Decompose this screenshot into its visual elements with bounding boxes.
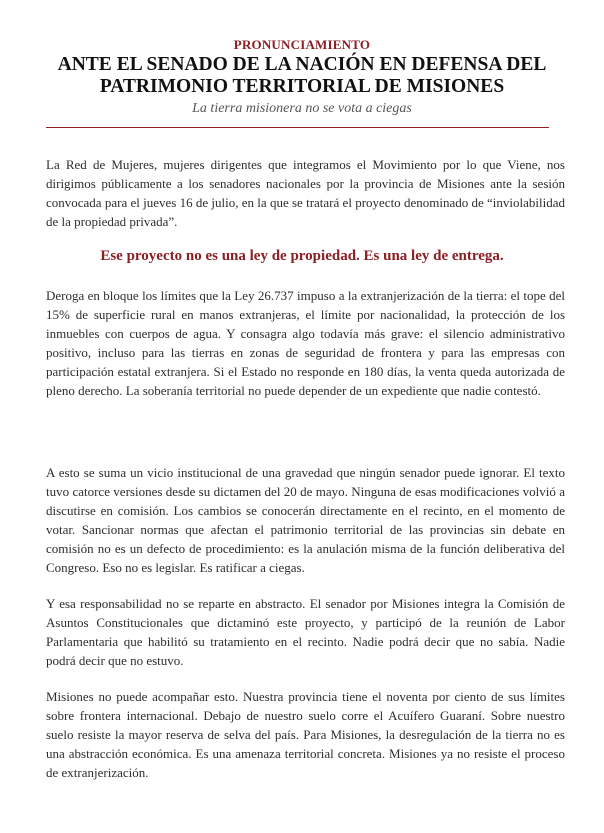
paragraph-1: La Red de Mujeres, mujeres dirigentes que integramos el Movimiento por lo que Viene, nos dirigimos públicamente a los senadores nacionales por la provincia de Misiones ante la sesión convocada para el jueves 16 de julio, en la que se tratará el proyecto denominado de “inviolabilidad de la propiedad privada”. — [46, 157, 565, 229]
divider — [46, 127, 549, 128]
title-line-2: PATRIMONIO TERRITORIAL DE MISIONES — [99, 76, 505, 97]
paragraph-4: Y esa responsabilidad no se reparte en abstracto. El senador por Misiones integra la Comisión de Asuntos Constitucionales que dictaminó este proyecto, y participó de la reunión de Labor Parlamentaria que habilitó su tratamiento en el recinto. Nadie podrá decir que no sabía. Nadie podrá decir que no estuvo. — [46, 596, 565, 668]
paragraph-3: A esto se suma un vicio institucional de una gravedad que ningún senador puede ignorar. El texto tuvo catorce versiones desde su dictamen del 20 de mayo. Ninguna de esas modificaciones volvió a discutirse en comisión. Los cambios se conocerán directamente en el recinto, en el momento de votar. Sancionar normas que afectan el patrimonio territorial de las provincias sin debate en comisión no es un defecto de procedimiento: es la anulación misma de la función deliberativa del Congreso. Eso no es legislar. Es ratificar a ciegas. — [46, 465, 565, 575]
highlight-statement: Ese proyecto no es una ley de propiedad. Es una ley de entrega. — [100, 248, 504, 264]
title-line-1: ANTE EL SENADO DE LA NACIÓN EN DEFENSA DEL — [57, 54, 547, 75]
kicker-label: PRONUNCIAMIENTO — [233, 37, 371, 52]
document-subtitle: La tierra misionera no se vota a ciegas — [192, 101, 412, 116]
document-title — [0, 54, 604, 98]
paragraph-5: Misiones no puede acompañar esto. Nuestra provincia tiene el noventa por ciento de sus límites sobre frontera internacional. Debajo de nuestro suelo corre el Acuífero Guaraní. Sobre nuestro suelo resiste la mayor reserva de selva del país. Para Misiones, la desregulación de la tierra no es una abstracción económica. Es una amenaza territorial concreta. Misiones ya no resiste el proceso de extranjerización. — [46, 689, 565, 780]
paragraph-2: Deroga en bloque los límites que la Ley 26.737 impuso a la extranjerización de la tierra: el tope del 15% de superficie rural en manos extranjeras, el límite por nacionalidad, la protección de los inmuebles con cuerpos de agua. Y consagra algo todavía más grave: el silencio administrativo positivo, incluso para las tierras en zonas de seguridad de frontera y para las empresas con participación estatal extranjera. Si el Estado no responde en 180 días, la venta queda autorizada de pleno derecho. La soberanía territorial no puede depender de un expediente que nadie contestó. — [46, 288, 565, 398]
